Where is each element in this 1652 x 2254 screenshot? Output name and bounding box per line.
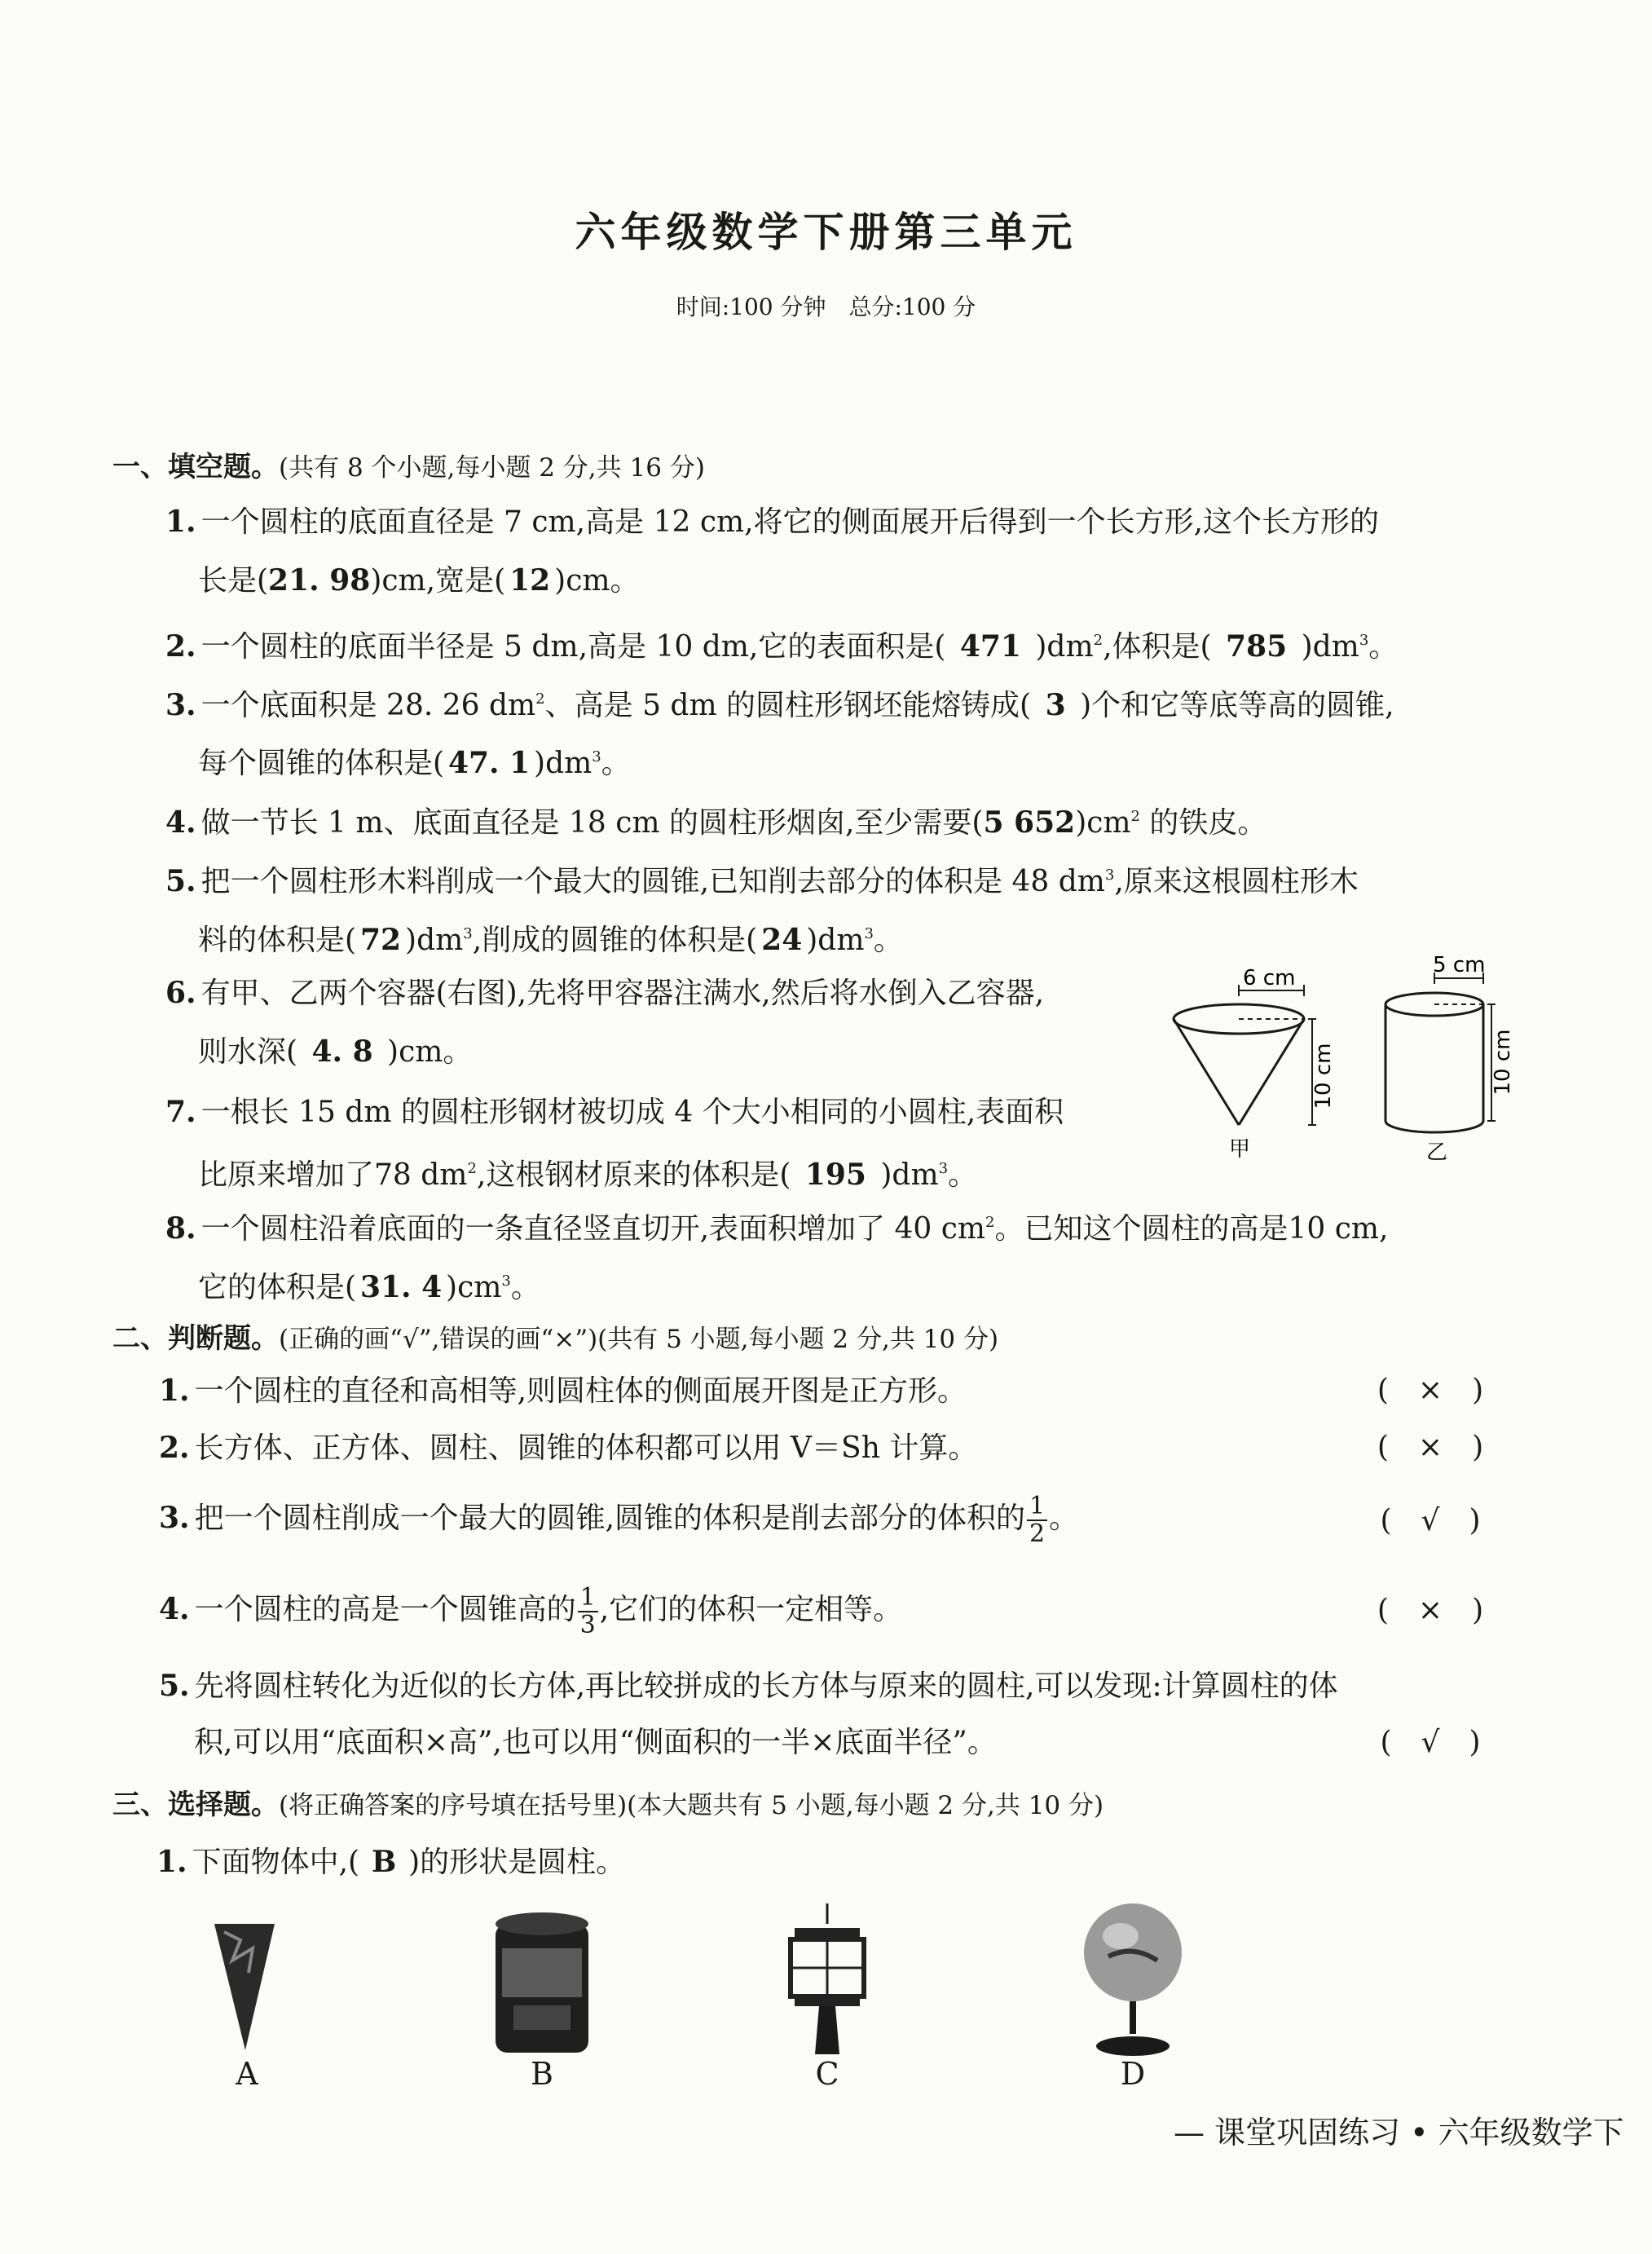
q4-line: 4. 做一节长 1 m、底面直径是 18 cm 的圆柱形烟囱,至少需要(5 $652)cm^2$ 的铁皮。 [165,796,1267,845]
judge-item-5-line1: 5. 先将圆柱转化为近似的长方体,再比较拼成的长方体与原来的圆柱,可以发现:计算圆柱的体 [159,1669,1338,1703]
judge-mark-2: ( × ) [1377,1431,1484,1464]
section2-heading: 二、判断题。(正确的画“√”,错误的画“×”)(共有 5 小题,每小题 2 分,共 10 分) [112,1322,999,1355]
judge-item-2: 2. 长方体、正方体、圆柱、圆锥的体积都可以用 V＝Sh 计算。 [159,1431,978,1465]
option-c-label: C [815,2056,839,2092]
judge-item-3: 3. 把一个圆柱削成一个最大的圆锥,圆锥的体积是削去部分的体积的 $\frac{1}{2}$ 。 [159,1492,1079,1548]
answer-q3-volume: 47. 1 [447,746,531,780]
option-a-label: A [236,2056,258,2092]
option-b-label: B [531,2056,553,2092]
q2-line: 2. 一个圆柱的底面半径是 5 dm,高是 10 dm,它的表面积是( 471 )$dm^2$,体积是( 785 )$dm^3$。 [165,620,1398,668]
fraction-one-third: $\frac{1}{3}$ [578,1585,598,1639]
judge-item-4: 4. 一个圆柱的高是一个圆锥高的 $\frac{1}{3}$ ,它们的体积一定相等。 [159,1583,903,1639]
section3-note: (将正确答案的序号填在括号里)(本大题共有 5 小题,每小题 2 分,共 10 分) [279,1791,1104,1820]
q3-line1: 3. 一个底面积是 28. 26 $dm^2$、高是 5 dm 的圆柱形钢坯能熔铸成( 3 )个和它等底等高的圆锥, [165,678,1394,727]
section1-note: (共有 8 个小题,每小题 2 分,共 16 分) [279,453,705,483]
cone-height-label: 10 cm [1311,1043,1336,1109]
q6-line1: 6. 有甲、乙两个容器(右图),先将甲容器注满水,然后将水倒入乙容器, [165,976,1045,1010]
answer-q2-volume: 785 [1226,629,1288,664]
cylinder-top-label: 5 cm [1433,954,1486,977]
q5-line1: 5. 把一个圆柱形木料削成一个最大的圆锥,已知削去部分的体积是 48 $dm^3$,原来这根圆柱形木 [165,864,1359,898]
answer-q3-count: 3 [1045,688,1066,722]
answer-q6: 4. 8 [311,1034,373,1069]
cylinder-container [1385,973,1496,1132]
answer-q5-cone: 24 [761,923,803,957]
cylinder-height-label: 10 cm [1491,1029,1515,1096]
option-d-label: D [1120,2056,1146,2092]
page-title: 六年级数学下册第三单元 [575,208,1077,256]
choice-q1: 1. 下面物体中,( B )的形状是圆柱。 [156,1841,625,1884]
section3-heading: 三、选择题。(将正确答案的序号填在括号里)(本大题共有 5 小题,每小题 2 分,共 10 分) [112,1789,1104,1821]
answer-q2-area: 471 [959,629,1021,664]
q7-line2: 比原来增加了78 $dm^2$,这根钢材原来的体积是( 195 )$dm^3$。 [198,1148,977,1197]
judge-item-5-line2: 积,可以用“底面积×高”,也可以用“侧面积的一半×底面半径”。 [194,1726,997,1759]
section2-note: (正确的画“√”,错误的画“×”)(共有 5 小题,每小题 2 分,共 10 分) [279,1325,999,1354]
section1-title: 一、填空题。 [112,451,279,483]
q6-line2: 则水深( 4. 8 )cm。 [198,1030,472,1074]
containers-figure [1157,954,1548,1174]
cone-container [1174,985,1316,1125]
judge-item-1: 1. 一个圆柱的直径和高相等,则圆柱体的侧面展开图是正方形。 [159,1374,967,1408]
q8-line1: 8. 一个圆柱沿着底面的一条直径竖直切开,表面积增加了 40 $cm^2$。已知这个圆柱的高是10 cm, [165,1211,1389,1246]
answer-q4: 5 652 [983,805,1076,840]
section1-heading [112,444,705,484]
option-b-can-image [489,1908,595,2062]
q1-line2: 长是(21. 98)cm,宽是( 12 )cm。 [198,559,640,602]
exam-meta: 时间:100 分钟 总分:100 分 [676,293,976,320]
q1-line1: 1. 一个圆柱的底面直径是 7 cm,高是 12 cm,将它的侧面展开后得到一个长方形,这个长方形的 [165,505,1380,539]
q8-line2: 它的体积是( 31. 4 )$cm^3$。 [198,1260,540,1309]
option-c-lantern-image [782,1903,872,2067]
judge-mark-5: ( √ ) [1380,1726,1481,1759]
answer-q1-length: 21. 98 [268,563,371,598]
page-footer: — 课堂巩固练习 • 六年级数学下 [1174,2115,1624,2150]
judge-mark-4: ( × ) [1377,1594,1484,1627]
judge-mark-1: ( × ) [1377,1374,1484,1407]
q5-line2: 料的体积是( 72 )$dm^3$,削成的圆锥的体积是( 24 )$dm^3$。 [198,913,903,962]
q3-line2: 每个圆锥的体积是( 47. 1 )$dm^3$。 [198,736,631,785]
q7-line1: 7. 一根长 15 dm 的圆柱形钢材被切成 4 个大小相同的小圆柱,表面积 [165,1095,1064,1129]
answer-q7: 195 [804,1158,866,1192]
answer-q5-cylinder: 72 [359,923,402,957]
judge-mark-3: ( √ ) [1380,1504,1481,1537]
cone-label: 甲 [1229,1137,1251,1162]
answer-q8: 31. 4 [359,1270,443,1304]
answer-choice-q1: B [371,1845,397,1879]
option-a-cone-image [208,1916,281,2054]
answer-q1-width: 12 [509,563,551,598]
cone-top-label: 6 cm [1243,966,1296,990]
option-d-globe-image [1076,1899,1190,2062]
cylinder-label: 乙 [1426,1140,1448,1165]
fraction-one-half: $\frac{1}{2}$ [1027,1493,1047,1547]
